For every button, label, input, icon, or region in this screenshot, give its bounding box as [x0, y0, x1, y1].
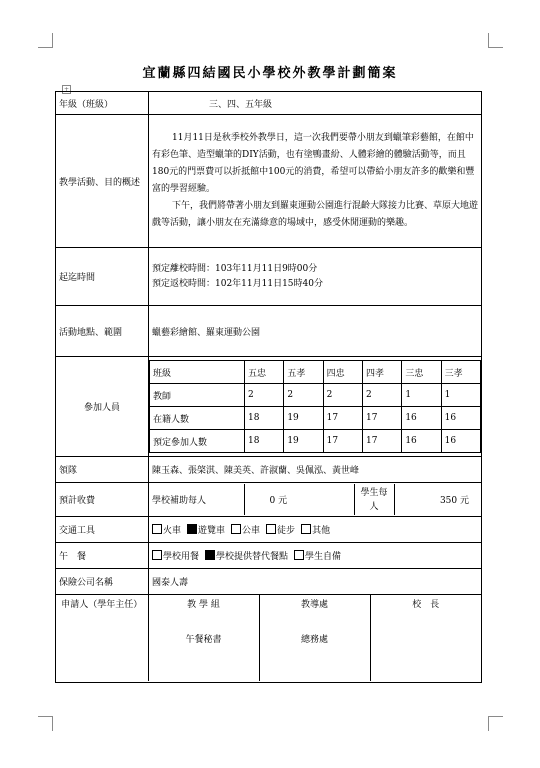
crop-mark-bottom-right — [488, 716, 503, 731]
time-label: 起迄時間 — [56, 248, 149, 306]
transport-options — [149, 517, 482, 543]
checkbox-icon[interactable] — [294, 550, 304, 560]
lunch-options — [149, 543, 482, 569]
table-move-handle-icon[interactable]: + — [63, 86, 70, 93]
budget-cell — [149, 483, 482, 517]
crop-mark-top-left — [38, 33, 53, 48]
budget-table — [149, 484, 481, 515]
academic-office-label: 教導處 — [300, 600, 328, 610]
budget-label: 預計收費 — [56, 483, 149, 517]
principal-signature[interactable] — [370, 595, 481, 681]
student-value[interactable]: 350 元 — [394, 484, 481, 515]
plan-table — [55, 91, 482, 683]
activity-paragraph-2: 下午，我們將帶著小朋友到羅東運動公園進行混齡大隊接力比賽、草原大地遊戲等活動，讓小朋友在充滿綠意的場域中，感受休閒運動的樂趣。 — [152, 201, 479, 228]
table-cell[interactable]: 19 — [284, 430, 323, 453]
header-cell: 三孝 — [441, 361, 480, 384]
lunch-label: 午 餐 — [56, 543, 149, 569]
table-cell[interactable]: 1 — [402, 384, 441, 407]
header-cell: 四孝 — [362, 361, 401, 384]
header-cell: 三忠 — [402, 361, 441, 384]
table-cell[interactable]: 1 — [441, 384, 480, 407]
insurance-label: 保險公司名稱 — [56, 569, 149, 595]
leaders-row — [56, 457, 482, 483]
table-cell[interactable]: 16 — [441, 407, 480, 430]
option-label: 學校用餐 — [163, 552, 200, 562]
budget-row — [56, 483, 482, 517]
option-label: 徒步 — [277, 526, 296, 536]
table-cell[interactable]: 18 — [245, 430, 284, 453]
transport-label: 交通工具 — [56, 517, 149, 543]
participants-row — [56, 357, 482, 457]
applicant-signature[interactable] — [56, 595, 148, 681]
activity-paragraph-1: 11月11日是秋季校外教學日，這一次我們要帶小朋友到蠟筆彩藝館，在館中有彩色筆、造型蠟筆的DIY活動，也有塗鴨畫紛、人體彩繪的體驗活動等，而且180元的門票費可以折抵館中100元的消費，希望可以帶給小朋友許多的歡樂和豐富的學習經驗。 — [152, 133, 475, 194]
row-label: 在籍人數 — [150, 407, 245, 430]
table-cell[interactable]: 16 — [402, 430, 441, 453]
option-label: 火車 — [163, 526, 182, 536]
student-label: 學生每人 — [354, 484, 394, 515]
checkbox-icon[interactable] — [266, 524, 276, 534]
leaders-value[interactable]: 陳玉森、張棨淇、陳美英、許淑蘭、吳佩泓、黃世峰 — [149, 457, 482, 483]
option-label: 學生自備 — [305, 552, 342, 562]
participants-cell — [149, 357, 482, 457]
grade-label: 年級（班級） — [56, 92, 149, 115]
table-row — [150, 384, 481, 407]
participants-label: 參加人員 — [56, 357, 149, 457]
crop-mark-bottom-left — [38, 716, 53, 731]
signature-row — [56, 595, 482, 683]
checkbox-icon[interactable] — [231, 524, 241, 534]
office-signature[interactable] — [259, 595, 370, 681]
header-cell: 四忠 — [323, 361, 362, 384]
checkbox-icon[interactable] — [152, 524, 162, 534]
subsidy-label: 學校補助每人 — [149, 484, 244, 515]
row-label: 教師 — [150, 384, 245, 407]
participants-table — [149, 360, 481, 453]
table-cell[interactable]: 17 — [362, 430, 401, 453]
depart-time: 預定離校時間：103年11月11日9時00分 — [152, 263, 318, 274]
checkbox-icon[interactable] — [205, 550, 215, 560]
teaching-signature[interactable] — [148, 595, 259, 681]
table-cell[interactable]: 17 — [323, 430, 362, 453]
header-cell: 班級 — [150, 361, 245, 384]
insurance-value[interactable]: 國泰人壽 — [149, 569, 482, 595]
table-cell[interactable]: 2 — [284, 384, 323, 407]
table-cell[interactable]: 2 — [245, 384, 284, 407]
participants-header-row — [150, 361, 481, 384]
grade-value[interactable]: 三、四、五年級 — [149, 92, 482, 115]
table-row — [150, 430, 481, 453]
applicant-label: 申請人（學年主任） — [61, 600, 143, 610]
time-row — [56, 248, 482, 306]
activity-description[interactable] — [149, 115, 482, 248]
table-cell[interactable]: 2 — [323, 384, 362, 407]
table-cell[interactable]: 19 — [284, 407, 323, 430]
signature-cell — [56, 595, 482, 683]
teaching-label: 教 學 組 — [187, 600, 220, 610]
location-value[interactable]: 蠟藝彩繪館、羅東運動公園 — [149, 306, 482, 357]
crop-mark-top-right — [488, 33, 503, 48]
document-title: 宜蘭縣四結國民小學校外教學計劃簡案 — [142, 66, 398, 81]
signature-table — [56, 595, 481, 681]
subsidy-value[interactable]: 0 元 — [244, 484, 354, 515]
header-cell: 五孝 — [284, 361, 323, 384]
table-cell[interactable]: 17 — [323, 407, 362, 430]
option-label: 遊覽車 — [198, 526, 226, 536]
transport-row — [56, 517, 482, 543]
insurance-row — [56, 569, 482, 595]
header-cell: 五忠 — [245, 361, 284, 384]
lunch-row — [56, 543, 482, 569]
checkbox-icon[interactable] — [187, 524, 197, 534]
option-label: 其他 — [312, 526, 331, 536]
checkbox-icon[interactable] — [152, 550, 162, 560]
option-label: 公車 — [242, 526, 261, 536]
row-label: 預定參加人數 — [150, 430, 245, 453]
option-label: 學校提供替代餐點 — [216, 552, 289, 562]
grade-row — [56, 92, 482, 115]
leaders-label: 領隊 — [56, 457, 149, 483]
table-cell[interactable]: 17 — [362, 407, 401, 430]
location-label: 活動地點、範圍 — [56, 306, 149, 357]
lunch-secretary-label: 午餐秘書 — [185, 635, 222, 645]
checkbox-icon[interactable] — [301, 524, 311, 534]
return-time: 預定返校時間：102年11月11日15時40分 — [152, 278, 323, 289]
general-affairs-label: 總務處 — [300, 635, 328, 645]
table-row — [150, 407, 481, 430]
principal-label: 校 長 — [412, 600, 440, 610]
time-value[interactable] — [149, 248, 482, 306]
table-cell[interactable]: 16 — [441, 430, 480, 453]
activity-label: 教學活動、目的概述 — [56, 115, 149, 248]
table-cell[interactable]: 16 — [402, 407, 441, 430]
table-cell[interactable]: 2 — [362, 384, 401, 407]
location-row — [56, 306, 482, 357]
table-cell[interactable]: 18 — [245, 407, 284, 430]
activity-row — [56, 115, 482, 248]
